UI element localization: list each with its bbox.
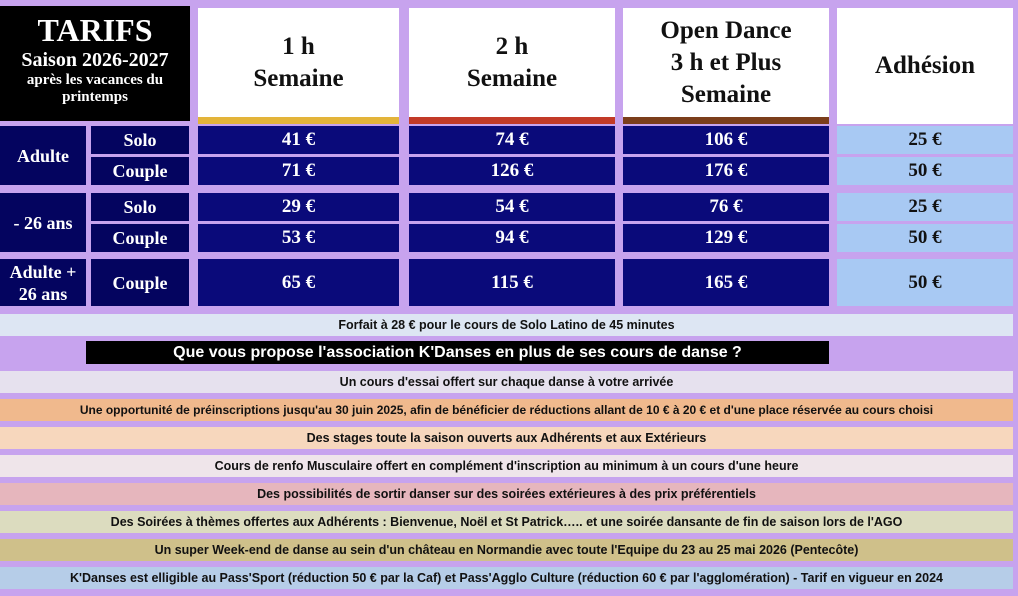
season-subtitle: après les vacances du printemps — [26, 72, 164, 105]
price-value: 94 € — [495, 227, 529, 248]
header-2h-line1: 2 h — [495, 32, 529, 60]
benefit-text: Un super Week-end de danse au sein d'un château en Normandie avec toute l'Equipe du 23 au 25 mai 2026 (Pentecôte) — [154, 543, 859, 557]
price-value: 165 € — [704, 271, 748, 293]
forfait-line — [0, 314, 1013, 336]
price-value: 129 € — [704, 227, 748, 248]
price-cell — [198, 259, 399, 306]
group-moins-26-label: - 26 ans — [13, 212, 73, 233]
price-value: 126 € — [490, 160, 534, 181]
header-2h — [409, 8, 615, 117]
adhesion-value: 25 € — [908, 196, 942, 217]
header-open-line2: 3 h et Plus — [670, 48, 782, 76]
header-adhesion-label: Adhésion — [874, 52, 976, 79]
adhesion-cell — [837, 157, 1013, 185]
header-open-color-bar — [623, 117, 829, 124]
adhesion-cell — [837, 193, 1013, 221]
row-type — [91, 126, 189, 154]
row-type — [91, 224, 189, 252]
row-type-label: Couple — [112, 272, 168, 293]
price-cell — [623, 126, 829, 154]
row-type — [91, 259, 189, 306]
group-moins-26 — [0, 193, 86, 252]
benefit-line — [0, 455, 1013, 477]
benefit-text: Une opportunité de préinscriptions jusqu'au 30 juin 2025, afin de bénéficier de réductions allant de 10 € à 20 € et d'une place réservée au cours choisi — [79, 403, 934, 417]
benefit-text: Un cours d'essai offert sur chaque danse à votre arrivée — [339, 375, 674, 389]
benefit-line — [0, 483, 1013, 505]
header-1h-line1: 1 h — [282, 32, 315, 60]
row-type-label: Solo — [123, 197, 157, 217]
price-cell — [198, 224, 399, 252]
header-1h-line2: Semaine — [253, 64, 344, 92]
row-type-label: Couple — [112, 228, 168, 248]
tarifs-title: TARIFS — [37, 12, 153, 48]
price-cell — [409, 224, 615, 252]
price-cell — [623, 224, 829, 252]
price-value: 176 € — [704, 160, 748, 181]
price-cell — [623, 157, 829, 185]
adhesion-cell — [837, 126, 1013, 154]
price-value: 74 € — [495, 129, 529, 150]
price-value: 29 € — [281, 196, 316, 217]
benefit-line — [0, 539, 1013, 561]
price-value: 71 € — [281, 160, 316, 181]
benefit-line — [0, 567, 1013, 589]
price-cell — [198, 157, 399, 185]
price-cell — [409, 193, 615, 221]
group-plus-26-label: Adulte + 26 ans — [9, 261, 77, 304]
row-type-label: Solo — [123, 130, 157, 150]
group-plus-26 — [0, 259, 86, 306]
benefit-text: Des Soirées à thèmes offertes aux Adhérents : Bienvenue, Noël et St Patrick….. et une soirée dansante de fin de saison lors de l'AGO — [110, 515, 903, 529]
question-text: Que vous propose l'association K'Danses en plus de ses cours de danse ? — [173, 343, 742, 361]
header-1h — [198, 8, 399, 117]
adhesion-value: 50 € — [908, 227, 942, 248]
question-banner — [86, 341, 829, 364]
price-value: 54 € — [495, 196, 529, 217]
group-adulte — [0, 126, 86, 185]
row-type-label: Couple — [112, 161, 168, 181]
price-value: 76 € — [709, 196, 743, 217]
price-cell — [198, 193, 399, 221]
row-type — [91, 193, 189, 221]
benefit-text: Des possibilités de sortir danser sur des soirées extérieures à des prix préférentiels — [257, 487, 756, 501]
benefit-line — [0, 371, 1013, 393]
tarifs-title-block — [0, 6, 190, 121]
group-adulte-label: Adulte — [16, 145, 69, 166]
season-label: Saison 2026-2027 — [21, 49, 169, 71]
header-open-dance — [623, 8, 829, 117]
price-value: 41 € — [281, 129, 316, 150]
benefit-text: Cours de renfo Musculaire offert en complément d'inscription au minimum à un cours d'une heure — [214, 459, 799, 473]
price-value: 115 € — [491, 271, 533, 293]
header-open-line1: Open Dance — [660, 16, 792, 44]
price-cell — [198, 126, 399, 154]
price-cell — [623, 193, 829, 221]
benefit-line — [0, 399, 1013, 421]
adhesion-value: 50 € — [908, 160, 942, 181]
header-1h-color-bar — [198, 117, 399, 124]
header-2h-color-bar — [409, 117, 615, 124]
price-cell — [409, 259, 615, 306]
price-cell — [409, 126, 615, 154]
header-open-line3: Semaine — [680, 80, 772, 108]
forfait-text: Forfait à 28 € pour le cours de Solo Latino de 45 minutes — [338, 318, 675, 332]
benefit-text: Des stages toute la saison ouverts aux Adhérents et aux Extérieurs — [306, 431, 707, 445]
price-cell — [409, 157, 615, 185]
price-value: 65 € — [281, 271, 316, 293]
row-type — [91, 157, 189, 185]
header-2h-line2: Semaine — [466, 64, 558, 92]
header-adhesion — [837, 8, 1013, 124]
benefit-line — [0, 511, 1013, 533]
adhesion-cell — [837, 259, 1013, 306]
adhesion-cell — [837, 224, 1013, 252]
price-cell — [623, 259, 829, 306]
benefit-text: K'Danses est elligible au Pass'Sport (réduction 50 € par la Caf) et Pass'Agglo Culture (réduction 60 € par l'agglomération) - Tarif en vigueur en 2024 — [70, 571, 943, 585]
adhesion-value: 50 € — [908, 271, 942, 293]
adhesion-value: 25 € — [908, 129, 942, 150]
price-value: 53 € — [281, 227, 316, 248]
benefit-line — [0, 427, 1013, 449]
price-value: 106 € — [704, 129, 748, 150]
